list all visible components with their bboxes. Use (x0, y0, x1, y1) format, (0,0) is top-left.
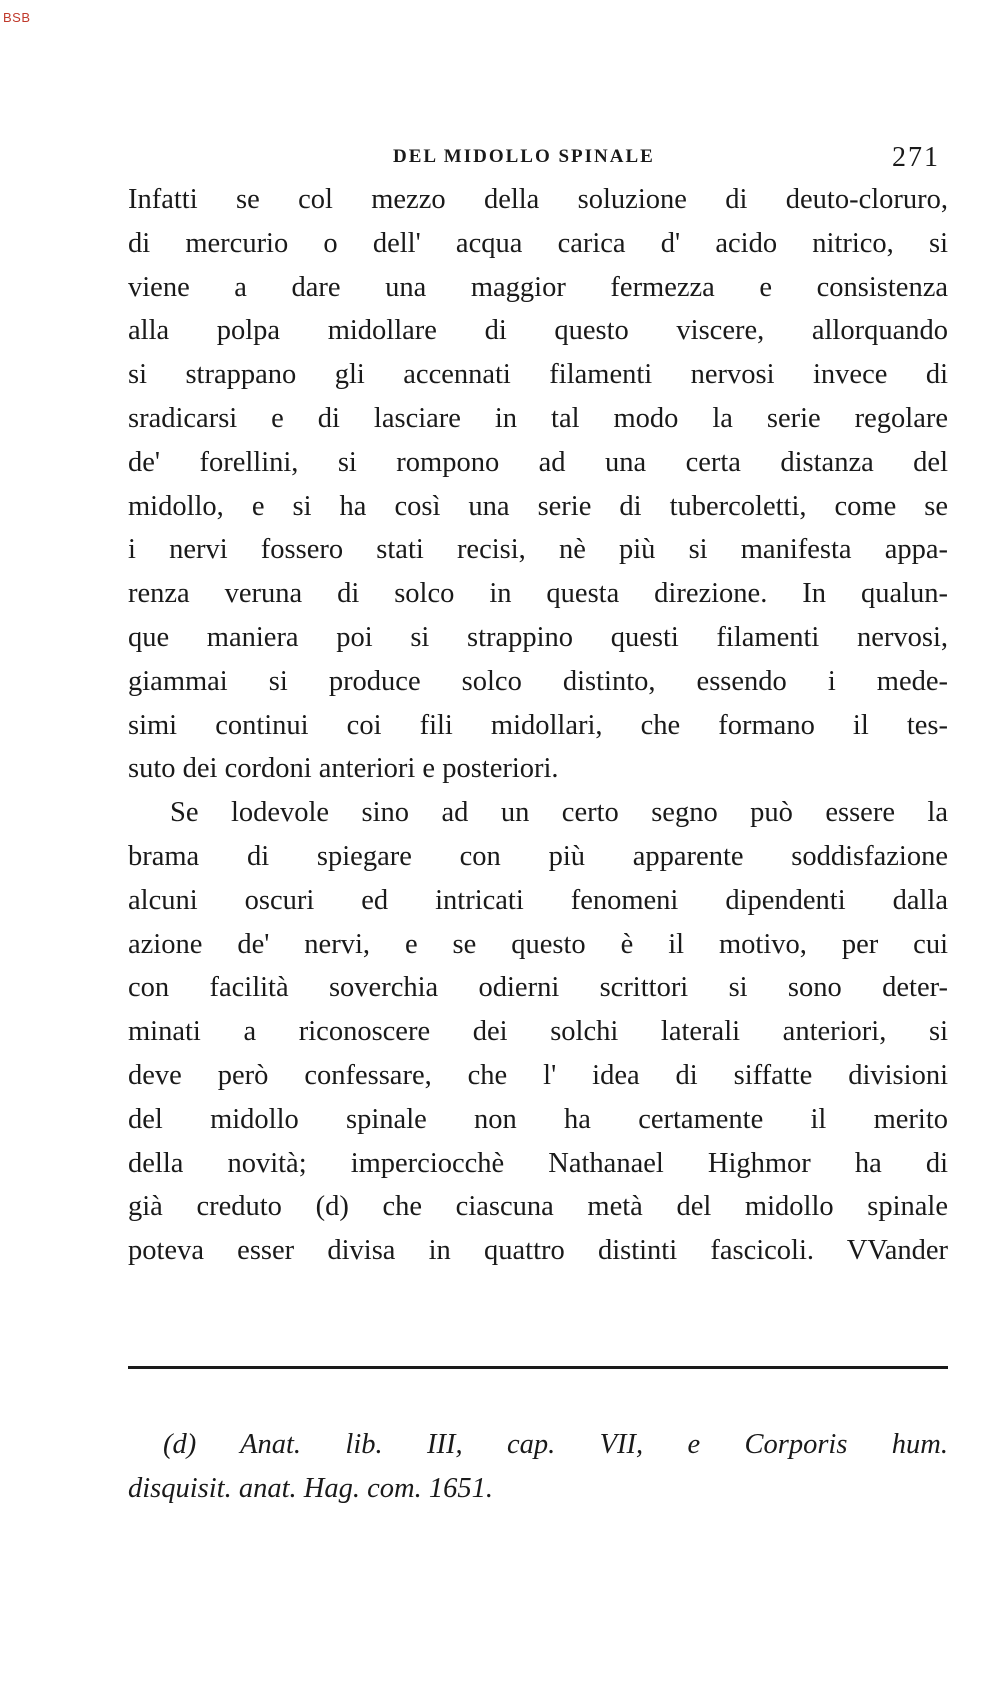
text-line: giammai si produce solco distinto, essendo i mede- (128, 665, 948, 697)
text-line: del midollo spinale non ha certamente il merito (128, 1103, 948, 1135)
paragraph-last-line: suto dei cordoni anteriori e posteriori. (128, 753, 559, 785)
text-line: minati a riconoscere dei solchi laterali anteriori, si (128, 1016, 948, 1048)
text-line: renza veruna di solco in questa direzione. In qualun- (128, 578, 948, 610)
footnote-rule (128, 1366, 948, 1369)
text-line: alla polpa midollare di questo viscere, allorquando (128, 315, 948, 347)
body-text (128, 178, 948, 1273)
text-line: que maniera poi si strappino questi filamenti nervosi, (128, 621, 948, 653)
text-line: midollo, e si ha così una serie di tubercoletti, come se (128, 490, 948, 522)
running-head (128, 142, 948, 176)
footnote-line: disquisit. anat. Hag. com. 1651. (128, 1472, 493, 1504)
text-line: viene a dare una maggior fermezza e consistenza (128, 271, 948, 303)
text-line: si strappano gli accennati filamenti nervosi invece di (128, 359, 948, 391)
text-line: di mercurio o dell' acqua carica d' acido nitrico, si (128, 227, 948, 259)
text-line: alcuni oscuri ed intricati fenomeni dipendenti dalla (128, 884, 948, 916)
text-line: brama di spiegare con più apparente soddisfazione (128, 840, 948, 872)
text-line: de' forellini, si rompono ad una certa distanza del (128, 446, 948, 478)
running-title: DEL MIDOLLO SPINALE (393, 146, 655, 167)
text-line: della novità; imperciocchè Nathanael Highmor ha di (128, 1147, 948, 1179)
footnote-line: (d) Anat. lib. III, cap. VII, e Corporis hum. (163, 1429, 948, 1460)
text-line: poteva esser divisa in quattro distinti fascicoli. VVander (128, 1235, 948, 1267)
footnote (128, 1422, 948, 1510)
text-line: con facilità soverchia odierni scrittori si sono deter- (128, 972, 948, 1004)
page-number: 271 (892, 142, 940, 173)
text-line: già creduto (d) che ciascuna metà del midollo spinale (128, 1191, 948, 1223)
text-line: simi continui coi fili midollari, che formano il tes- (128, 709, 948, 741)
text-line: i nervi fossero stati recisi, nè più si manifesta appa- (128, 534, 948, 566)
library-watermark: BSB (3, 10, 31, 25)
text-line: deve però confessare, che l' idea di siffatte divisioni (128, 1059, 948, 1091)
text-line: azione de' nervi, e se questo è il motivo, per cui (128, 928, 948, 960)
text-line: Infatti se col mezzo della soluzione di deuto-cloruro, (128, 184, 948, 215)
text-line: sradicarsi e di lasciare in tal modo la serie regolare (128, 402, 948, 434)
paragraph-first-line: Se lodevole sino ad un certo segno può essere la (170, 797, 948, 829)
